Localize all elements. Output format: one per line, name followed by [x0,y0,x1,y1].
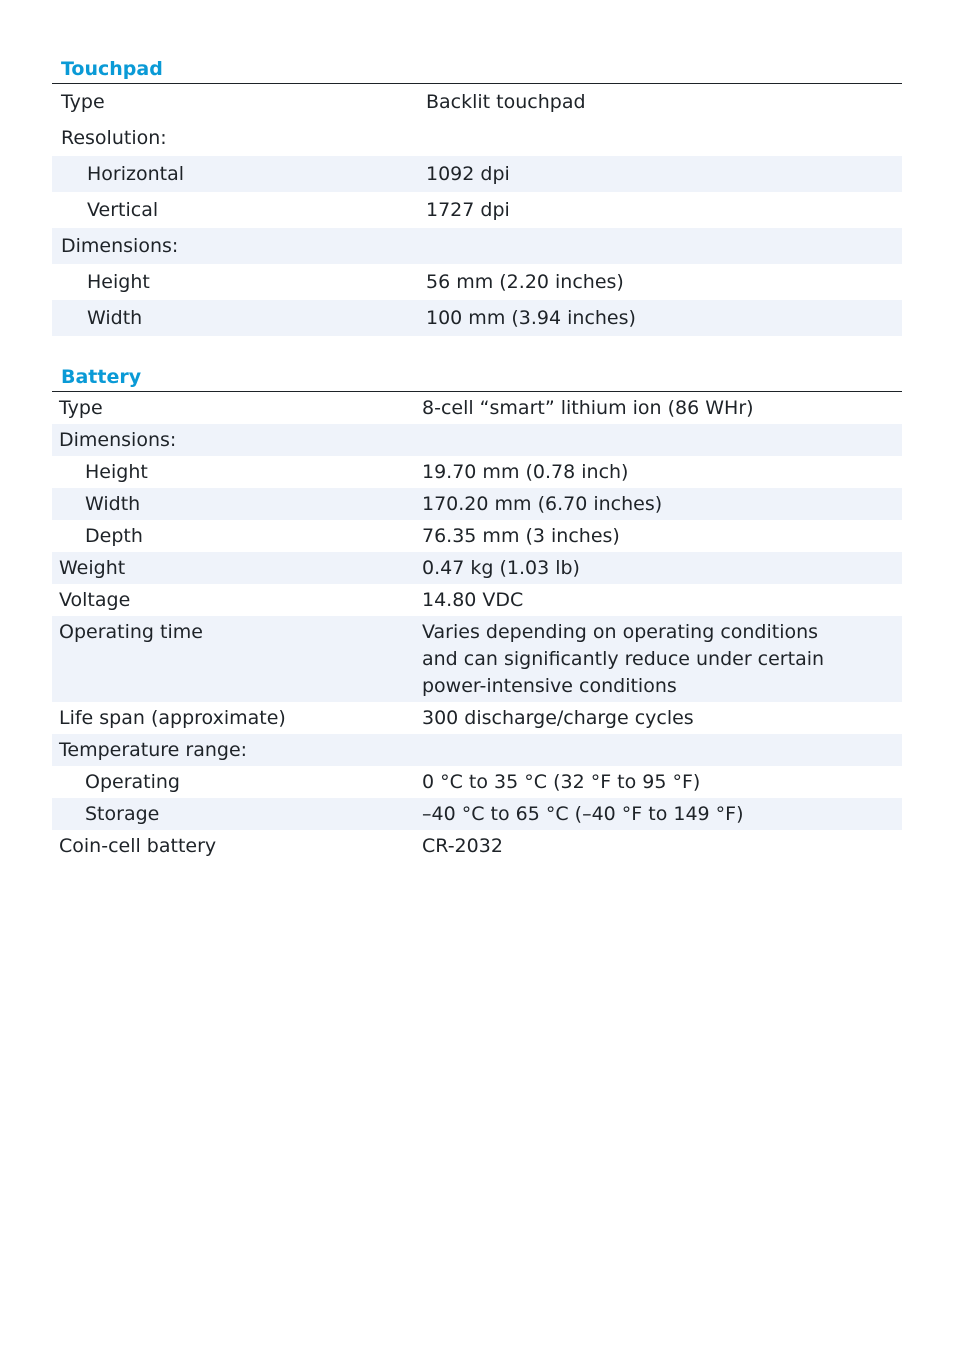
table-row [52,264,902,300]
row-label: Operating time [52,616,415,702]
row-label: Temperature range: [52,734,415,766]
touchpad-spec-table [52,84,902,336]
row-value [415,424,902,456]
row-label: Vertical [87,199,159,221]
table-row [52,300,902,336]
row-value: 170.20 mm (6.70 inches) [415,488,902,520]
row-label: Height [87,271,150,293]
table-row [52,488,902,520]
row-value: 0.47 kg (1.03 lb) [415,552,902,584]
battery-section [52,365,902,862]
table-row [52,228,902,264]
row-label: Resolution: [61,127,167,149]
row-label: Horizontal [52,156,417,192]
row-value: 14.80 VDC [422,589,524,611]
row-label: Voltage [59,589,131,611]
table-row [52,734,902,766]
row-label: Type [59,397,103,419]
table-row [52,798,902,830]
table-row [52,584,902,616]
row-label: Operating [85,771,180,793]
row-value: Backlit touchpad [426,91,586,113]
row-label: Weight [52,552,415,584]
operating-time-line: power-intensive conditions [422,675,677,697]
row-value: 0 °C to 35 °C (32 °F to 95 °F) [422,771,701,793]
row-value: 76.35 mm (3 inches) [422,525,620,547]
row-label: Type [61,91,105,113]
row-label: Depth [85,525,143,547]
row-value: –40 °C to 65 °C (–40 °F to 149 °F) [415,798,902,830]
table-row [52,456,902,488]
row-label: Dimensions: [52,228,417,264]
row-value [415,734,902,766]
row-value [417,228,902,264]
operating-time-line: and can significantly reduce under certain [422,648,825,670]
table-row [52,702,902,734]
row-value: 1727 dpi [426,199,510,221]
row-label: Height [85,461,148,483]
table-row [52,520,902,552]
row-label: Width [52,300,417,336]
row-label: Coin-cell battery [59,835,217,857]
row-label: Storage [52,798,415,830]
table-row [52,424,902,456]
row-value: 100 mm (3.94 inches) [417,300,902,336]
battery-spec-table [52,392,902,862]
table-row [52,84,902,120]
row-value: 19.70 mm (0.78 inch) [422,461,629,483]
touchpad-section [52,57,902,336]
row-label: Life span (approximate) [59,707,286,729]
row-label: Width [52,488,415,520]
operating-time-line: Varies depending on operating conditions [422,621,819,643]
table-row [52,616,902,702]
table-row [52,192,902,228]
row-value: CR-2032 [422,835,503,857]
battery-title: Battery [52,365,902,392]
touchpad-title: Touchpad [52,57,902,84]
row-value: 8-cell “smart” lithium ion (86 WHr) [422,397,754,419]
row-value [415,616,902,702]
table-row [52,766,902,798]
table-row [52,392,902,424]
row-value: 56 mm (2.20 inches) [426,271,624,293]
table-row [52,156,902,192]
row-value [417,120,902,156]
row-value: 300 discharge/charge cycles [422,707,694,729]
table-row [52,552,902,584]
table-row [52,830,902,862]
row-value: 1092 dpi [417,156,902,192]
row-label: Dimensions: [52,424,415,456]
table-row [52,120,902,156]
